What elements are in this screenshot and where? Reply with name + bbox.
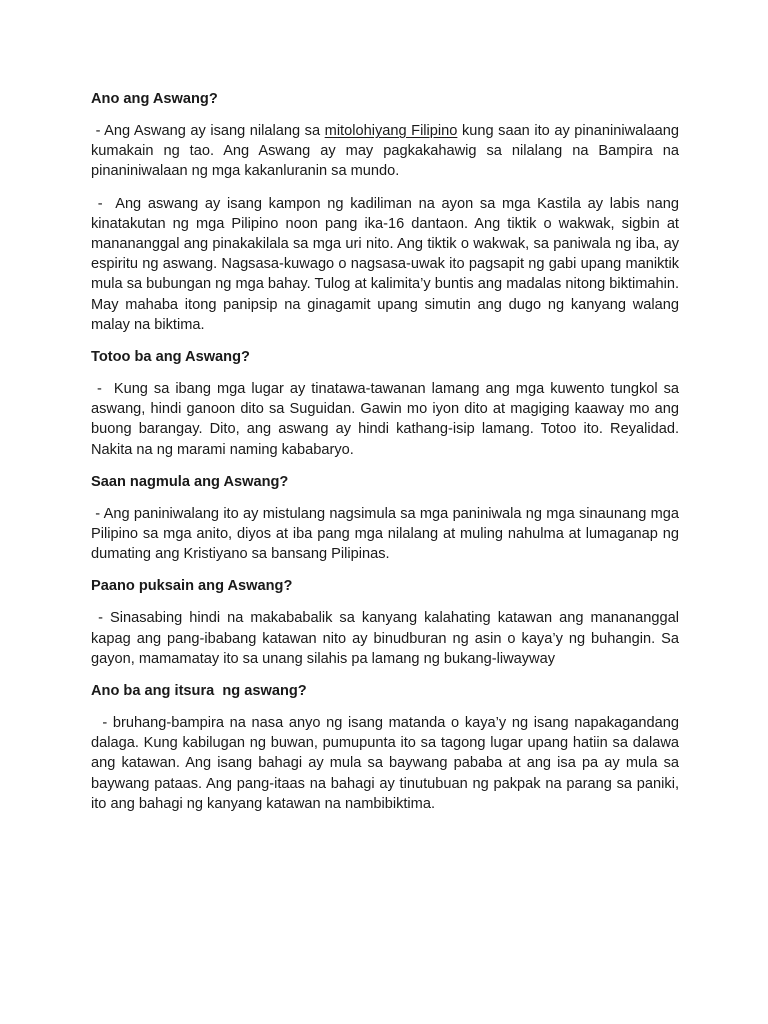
paragraph-text: kung saan ito ay pinaniniwalaang kumakain ng tao. Ang Aswang ay may pagkakahawig sa nilalang na Bampira na pinaniniwalaan ng mga kakanluranin sa mundo. <box>91 123 684 180</box>
section-heading: Saan nagmula ang Aswang? <box>91 473 289 490</box>
paragraph: - bruhang-bampira na nasa anyo ng isang matanda o kaya’y ng isang napakagandang dalaga. Kung kabilugan ng buwan, pumupunta ito sa tagong lugar upang hatiin sa dalawa ang katawan. Ang isang bahagi ay mula sa baywang pababa at ang isa pa ay mula sa baywang pataas. Ang pang-itaas na bahagi ay tinutubuan ng pakpak na parang sa paniki, ito ang bahagi ng kanyang katawan na nambibiktima. <box>91 715 684 812</box>
paragraph: - Sinasabing hindi na makababalik sa kanyang kalahating katawan ang manananggal kapag ang pang-ibabang katawan nito ay binudburan ng asin o kaya’y ng buhangin. Sa gayon, mamamatay ito sa unang silahis pa lamang ng bukang-liwayway <box>91 610 684 667</box>
mitolohiyang-filipino-link[interactable]: mitolohiyang Filipino <box>324 123 458 139</box>
section-heading: Totoo ba ang Aswang? <box>91 349 250 366</box>
section-totoo-ba-ang-aswang <box>91 347 684 460</box>
section-heading: Ano ang Aswang? <box>91 91 218 107</box>
section-paano-puksain-ang-aswang <box>91 576 684 669</box>
paragraph: - Kung sa ibang mga lugar ay tinatawa-tawanan lamang ang mga kuwento tungkol sa aswang, hindi ganoon dito sa Suguidan. Gawin mo iyon dito at magiging kaaway mo ang buong barangay. Dito, ang aswang ay hindi kathang-isip lamang. Totoo ito. Reyalidad. Nakita na ng marami naming kababaryo. <box>91 381 684 458</box>
section-saan-nagmula-ang-aswang <box>91 472 684 565</box>
document-page <box>91 89 684 826</box>
paragraph: - Ang paniniwalang ito ay mistulang nagsimula sa mga paniniwala ng mga sinaunang mga Pilipino sa mga anito, diyos at iba pang mga nilalang at muling nahulma at lumaganap ng dumating ang Kristiyano sa bansang Pilipinas. <box>91 505 684 563</box>
paragraph: - Ang aswang ay isang kampon ng kadiliman na ayon sa mga Kastila ay labis nang kinatakutan ng mga Pilipino noon pang ika-16 dantaon. Ang tiktik o wakwak, sigbin at manananggal ang pinakakilala sa mga uri nito. Ang tiktik o wakwak, sa paniwala ng iba, ay espiritu ng aswang. Nagsasa-kuwago o nagsasa-uwak ito pagsapit ng gabi upang maniktik mula sa bubungan ng mga bahay. Tulog at kalimita’y buntis ang madalas nitong biktimahin. May mahaba itong panipsip na ginagamit upang simutin ang dugo ng kanyang walang malay na biktima. <box>91 195 684 333</box>
section-heading: Paano puksain ang Aswang? <box>91 578 293 595</box>
section-heading: Ano ba ang itsura ng aswang? <box>91 683 307 700</box>
paragraph <box>91 121 684 182</box>
section-ano-ang-aswang <box>91 89 684 335</box>
paragraph-text: - Ang Aswang ay isang nilalang sa <box>91 123 325 139</box>
section-ano-ba-ang-itsura <box>91 681 684 814</box>
